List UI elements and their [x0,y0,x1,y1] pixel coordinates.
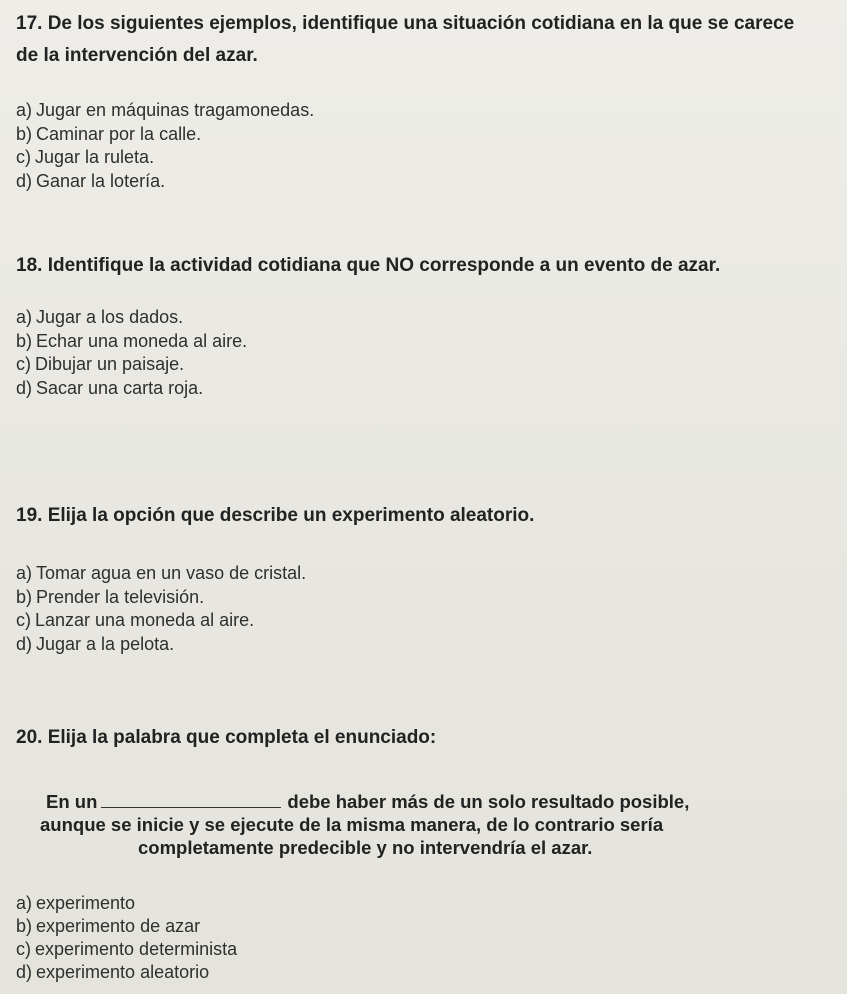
option-letter: d) [16,377,33,398]
option-text: Lanzar una moneda al aire. [35,610,255,630]
question-19-option-a[interactable] [16,562,807,586]
question-17 [16,8,807,193]
fill-in-blank [101,793,281,808]
statement-line-1 [16,790,807,813]
statement-before-blank: En un [46,791,98,812]
option-letter: b) [16,123,33,144]
question-20-title: 20. Elija la palabra que completa el enunciado: [16,727,437,748]
question-18-title: 18. Identifique la actividad cotidiana que NO corresponde a un evento de azar. [16,255,721,276]
statement-after-blank: debe haber más de un solo resultado posible, [287,791,690,812]
option-text: Caminar por la calle. [36,123,202,144]
option-text: experimento de azar [36,916,201,936]
option-text: Jugar en máquinas tragamonedas. [36,100,315,120]
option-text: experimento determinista [35,939,238,959]
question-19-option-b[interactable] [16,586,807,610]
question-20-statement [16,790,807,859]
question-19-option-c[interactable] [16,609,807,633]
question-19-title: 19. Elija la opción que describe un experimento aleatorio. [16,505,535,526]
option-text: experimento [36,893,136,913]
question-19-option-d[interactable] [16,633,807,657]
option-text: experimento aleatorio [36,962,210,982]
question-20-option-d[interactable] [16,961,807,984]
question-20 [16,722,807,984]
question-17-option-d[interactable] [16,170,807,194]
option-text: Prender la televisión. [36,586,205,607]
question-19-options [16,562,807,656]
option-text: Echar una moneda al aire. [36,330,248,351]
option-text: Jugar a la pelota. [36,633,175,654]
question-18-options [16,306,807,400]
option-letter: c) [16,939,31,959]
option-text: Jugar a los dados. [36,307,184,327]
question-18-option-b[interactable] [16,330,807,354]
question-20-option-a[interactable] [16,892,807,915]
option-letter: d) [16,170,33,191]
question-17-option-b[interactable] [16,123,807,147]
option-text: Tomar agua en un vaso de cristal. [36,563,307,583]
option-letter: b) [16,586,33,607]
question-18 [16,250,807,400]
option-text: Dibujar un paisaje. [35,354,185,374]
question-17-option-a[interactable] [16,99,807,123]
option-text: Ganar la lotería. [36,170,166,191]
option-letter: a) [16,307,33,327]
option-letter: b) [16,330,33,351]
option-letter: d) [16,962,33,982]
question-17-option-c[interactable] [16,146,807,170]
question-20-option-c[interactable] [16,938,807,961]
question-17-options [16,99,807,193]
option-letter: c) [16,610,31,630]
option-letter: c) [16,354,31,374]
question-20-options [16,892,807,984]
option-letter: a) [16,893,33,913]
question-17-title: 17. De los siguientes ejemplos, identifique una situación cotidiana en la que se carece de la intervención del azar. [16,13,795,66]
question-18-option-c[interactable] [16,353,807,377]
question-20-option-b[interactable] [16,915,807,938]
option-letter: a) [16,100,33,120]
statement-line-2: aunque se inicie y se ejecute de la misma manera, de lo contrario sería [40,814,664,835]
statement-line-3: completamente predecible y no intervendría el azar. [138,837,593,858]
question-19 [16,500,807,656]
option-letter: b) [16,916,33,936]
question-18-option-a[interactable] [16,306,807,330]
option-letter: c) [16,147,31,167]
option-text: Sacar una carta roja. [36,377,204,398]
question-18-option-d[interactable] [16,377,807,401]
option-letter: d) [16,633,33,654]
option-text: Jugar la ruleta. [35,147,155,167]
option-letter: a) [16,563,33,583]
